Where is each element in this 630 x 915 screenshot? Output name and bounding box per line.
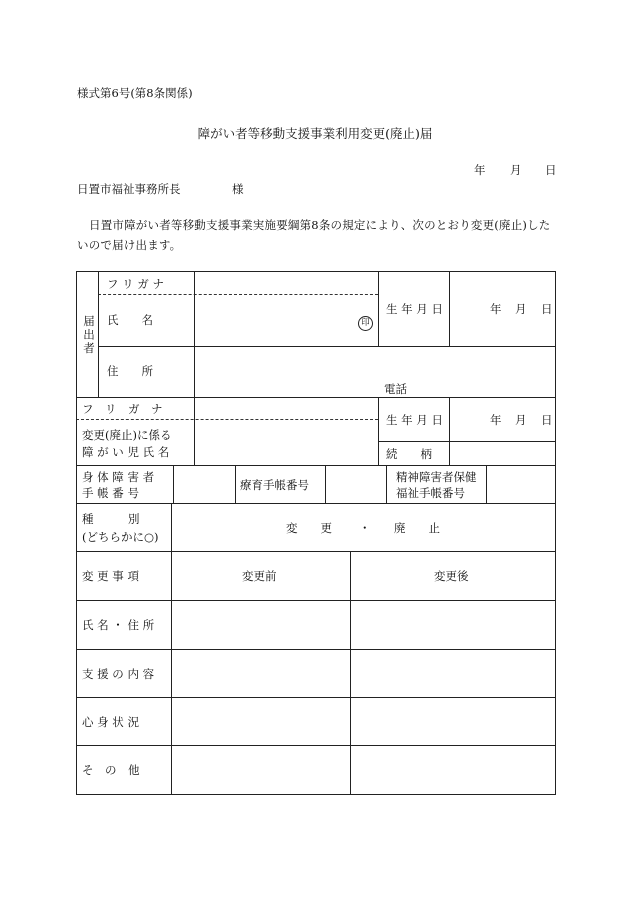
phone-label: 電話 — [384, 382, 407, 396]
row-label-support-content: 支 援 の 内 容 — [82, 667, 155, 681]
type-separator-dot: ・ — [359, 521, 371, 535]
row-label-name-address: 氏 名 ・ 住 所 — [82, 618, 155, 632]
birthdate-year-label: 年 — [490, 302, 502, 316]
type-label-line2: (どちらかに○) — [82, 530, 159, 544]
mental-handbook-label-line2: 福祉手帳番号 — [396, 486, 465, 500]
row-label-other: そ の 他 — [82, 763, 140, 777]
child-birthdate-label: 生 年 月 日 — [386, 413, 443, 427]
physical-handbook-label-line2: 手 帳 番 号 — [82, 486, 139, 500]
addressee-suffix: 様 — [232, 182, 244, 196]
seal-circle-icon: 印 — [358, 316, 373, 331]
child-name-label-line1: 変更(廃止)に係る — [82, 428, 172, 442]
name-label: 氏 名 — [107, 313, 153, 327]
birthdate-day-label: 日 — [541, 302, 553, 316]
seal-mark — [358, 314, 373, 331]
mental-handbook-label-line1: 精神障害者保健 — [396, 470, 477, 484]
child-birth-day-label: 日 — [541, 413, 553, 427]
relationship-label: 続 柄 — [386, 447, 432, 461]
body-text: 日置市障がい者等移動支援事業実施要綱第8条の規定により、次のとおり変更(廃止)したいので届け出ます。 — [77, 218, 551, 252]
date-day-label: 日 — [545, 163, 557, 177]
type-option-abolish[interactable]: 廃 止 — [394, 521, 440, 535]
change-items-label: 変 更 事 項 — [82, 569, 139, 583]
child-birth-year-label: 年 — [490, 413, 502, 427]
birthdate-label: 生 年 月 日 — [386, 302, 443, 316]
row-label-condition: 心 身 状 況 — [82, 715, 139, 729]
addressee: 日置市福祉事務所長 — [77, 182, 181, 196]
form-number: 様式第6号(第8条関係) — [77, 86, 193, 100]
after-label: 変更後 — [434, 569, 469, 583]
date-year-label: 年 — [474, 163, 486, 177]
address-label: 住 所 — [107, 364, 153, 378]
ryoiku-handbook-label: 療育手帳番号 — [240, 478, 309, 492]
child-name-label-line2: 障 が い 児 氏 名 — [82, 445, 170, 459]
date-month-label: 月 — [510, 163, 522, 177]
child-birth-month-label: 月 — [515, 413, 527, 427]
applicant-group-label: 届出者 — [82, 315, 96, 356]
type-label-line1: 種 別 — [82, 512, 140, 526]
birthdate-month-label: 月 — [515, 302, 527, 316]
physical-handbook-label-line1: 身 体 障 害 者 — [82, 470, 155, 484]
type-option-change[interactable]: 変 更 — [286, 521, 332, 535]
furigana-label: フ リ ガ ナ — [107, 277, 164, 291]
child-furigana-label: フ リ ガ ナ — [82, 402, 163, 416]
before-label: 変更前 — [242, 569, 277, 583]
application-form-table — [76, 271, 556, 794]
document-title: 障がい者等移動支援事業利用変更(廃止)届 — [197, 126, 433, 141]
